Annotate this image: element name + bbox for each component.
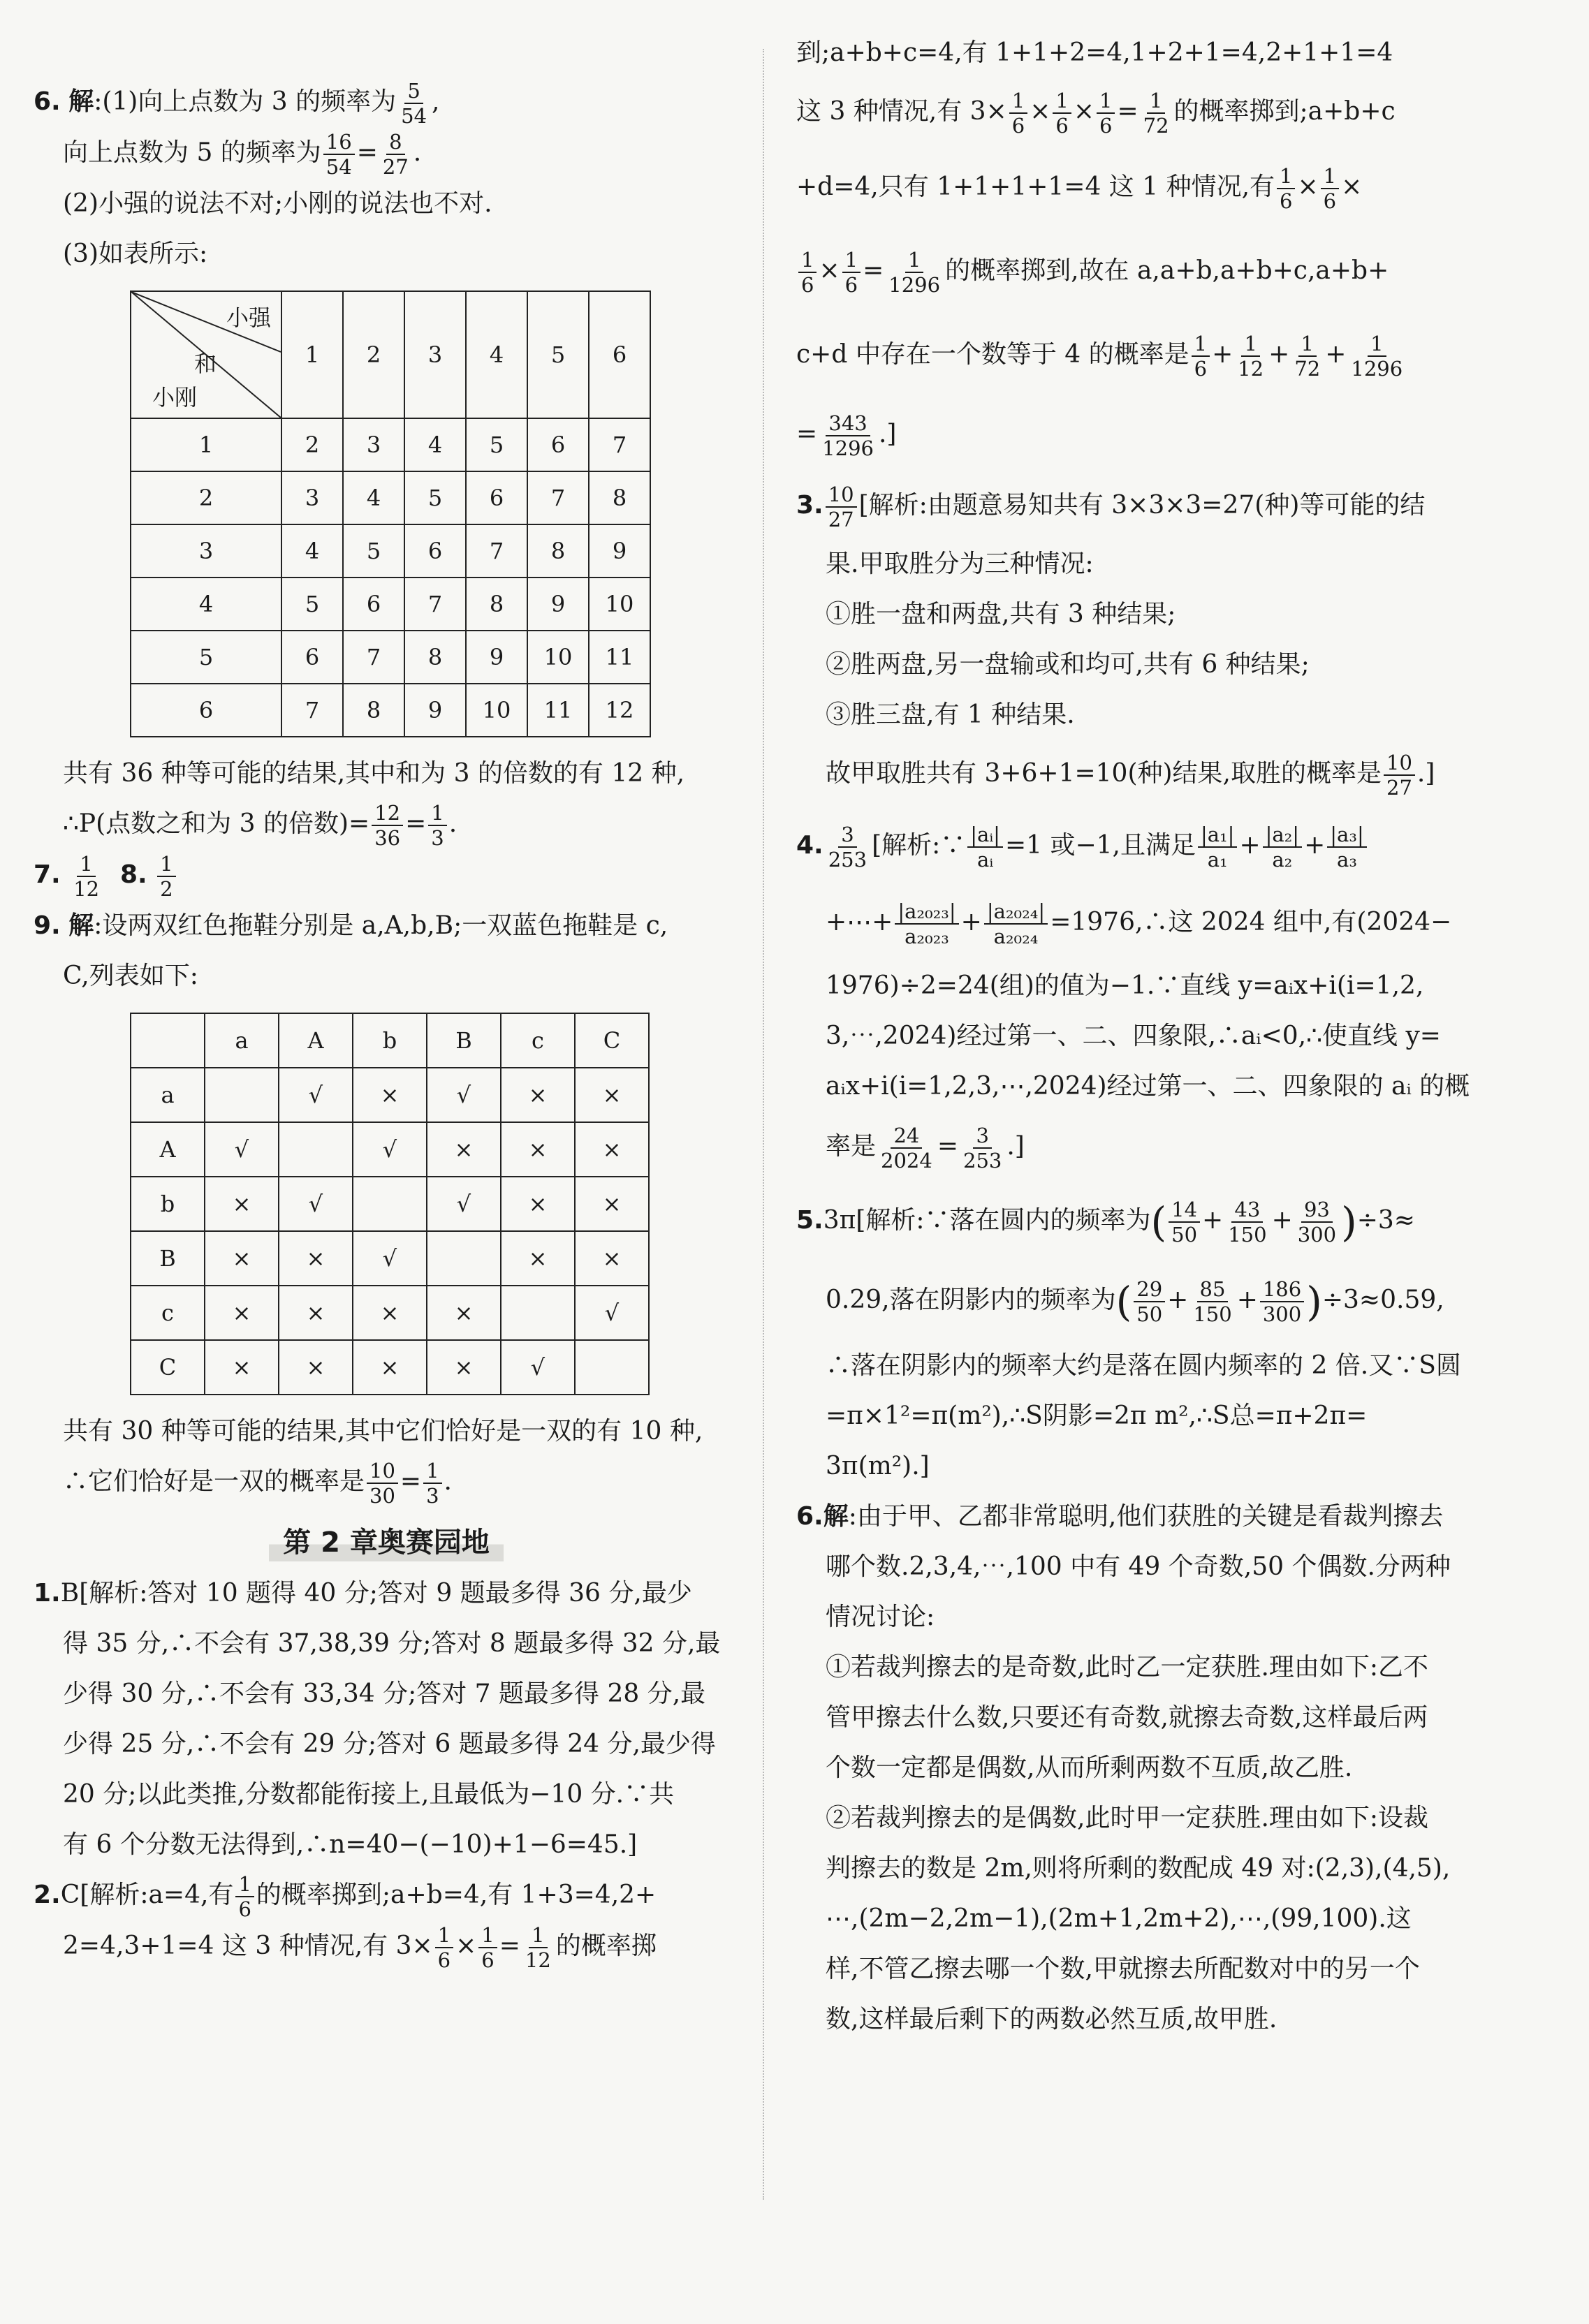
b3-line2: 果.甲取胜分为三种情况: bbox=[826, 550, 1094, 578]
fraction: $\frac{1}{3}$ bbox=[423, 1459, 441, 1508]
slipper-table-cell: × bbox=[501, 1068, 575, 1122]
a1-line2: 得 35 分,∴不会有 37,38,39 分;答对 8 题最多得 32 分,最 bbox=[63, 1629, 721, 1658]
sum-table-row bbox=[131, 631, 650, 684]
sum-table-cell: 8 bbox=[527, 524, 589, 578]
slipper-table-cell: A bbox=[131, 1122, 205, 1177]
fraction: $\frac{1}{72}$ bbox=[1294, 332, 1321, 381]
slipper-table-cell: × bbox=[427, 1340, 501, 1395]
slipper-table-header: C bbox=[575, 1013, 649, 1068]
fraction: $\frac{1}{1296}$ bbox=[1351, 332, 1403, 381]
fraction: $\frac{1}{6}$ bbox=[435, 1923, 453, 1972]
fraction: $\frac{1}{6}$ bbox=[1192, 332, 1210, 381]
sum-table-cell: 9 bbox=[589, 524, 650, 578]
q6-line3: (2)小强的说法不对;小刚的说法也不对. bbox=[63, 189, 492, 218]
sum-table-cell: 6 bbox=[281, 631, 343, 684]
sum-table-cell: 6 bbox=[527, 418, 589, 471]
b5-line4: =π×1²=π(m²),∴S阴影=2π m²,∴S总=π+2π= bbox=[826, 1402, 1368, 1430]
a1-line6: 有 6 个分数无法得到,∴n=40−(−10)+1−6=45.] bbox=[63, 1830, 638, 1859]
sum-table-cell: 5 bbox=[131, 631, 281, 684]
sum-table-cell: 3 bbox=[131, 524, 281, 578]
sum-table-cell: 7 bbox=[527, 471, 589, 524]
b3-line6: 故甲取胜共有 3+6+1=10(种)结果,取胜的概率是 $\frac{10}{27}$ .] bbox=[826, 751, 1435, 800]
b3-line5: ③胜三盘,有 1 种结果. bbox=[826, 700, 1075, 729]
a1-line1: 1.B[解析:答对 10 题得 40 分;答对 9 题最多得 36 分,最少 bbox=[34, 1579, 692, 1608]
fraction: $\frac{1}{6}$ bbox=[842, 248, 861, 297]
sum-table-cell: 5 bbox=[281, 578, 343, 631]
a1-line5: 20 分;以此类推,分数都能衔接上,且最低为−10 分.∵共 bbox=[63, 1780, 675, 1809]
a2-cont-line4: $\frac{1}{6}$ × $\frac{1}{6}$ = $\frac{1}{1296}$ 的概率掷到,故在 a,a+b,a+b+c,a+b+ bbox=[796, 229, 1495, 313]
slipper-table-cell: × bbox=[353, 1286, 427, 1340]
sum-table-cell: 5 bbox=[343, 524, 404, 578]
sum-table-row bbox=[131, 418, 650, 471]
column-divider bbox=[763, 49, 764, 2200]
slipper-table-header: b bbox=[353, 1013, 427, 1068]
slipper-table-cell: × bbox=[427, 1286, 501, 1340]
slipper-table-cell bbox=[279, 1122, 353, 1177]
sum-table-cell: 3 bbox=[281, 471, 343, 524]
slipper-table-cell: √ bbox=[427, 1068, 501, 1122]
fraction: $\frac{10}{27}$ bbox=[1384, 751, 1415, 800]
slipper-table-body bbox=[131, 1013, 649, 1395]
fraction: $\frac{14}{50}$ bbox=[1169, 1198, 1200, 1246]
sum-table-cell: 4 bbox=[404, 418, 466, 471]
b3-line1: 3. $\frac{10}{27}$ [解析:由题意易知共有 3×3×3=27(种)等可能的结 bbox=[796, 483, 1426, 531]
fraction: $\frac{343}{1296}$ bbox=[822, 411, 874, 460]
b6-line3: 情况讨论: bbox=[826, 1603, 935, 1631]
sum-table-row bbox=[131, 684, 650, 737]
slipper-table-cell: √ bbox=[427, 1177, 501, 1231]
slipper-table-header-row bbox=[131, 1013, 649, 1068]
slipper-table-cell: × bbox=[575, 1177, 649, 1231]
fraction: $\frac{43}{150}$ bbox=[1228, 1198, 1267, 1246]
sum-table-cell: 2 bbox=[281, 418, 343, 471]
slipper-table-cell: b bbox=[131, 1177, 205, 1231]
slipper-table-cell: × bbox=[205, 1340, 279, 1395]
slipper-table-cell: × bbox=[575, 1231, 649, 1286]
section-title: 第 2 章奥赛园地 bbox=[34, 1520, 739, 1560]
slipper-table-cell: √ bbox=[279, 1068, 353, 1122]
q6-line4: (3)如表所示: bbox=[63, 240, 208, 268]
b3-line4: ②胜两盘,另一盘输或和均可,共有 6 种结果; bbox=[826, 650, 1310, 679]
fraction: $\frac{1}{6}$ bbox=[1053, 89, 1071, 138]
sum-table-cell: 1 bbox=[131, 418, 281, 471]
b6-line8: 判擦去的数是 2m,则将所剩的数配成 49 对:(2,3),(4,5), bbox=[826, 1854, 1451, 1883]
fraction: $\frac{1}{6}$ bbox=[1009, 89, 1027, 138]
slipper-table-cell: √ bbox=[279, 1177, 353, 1231]
slipper-table bbox=[130, 1013, 650, 1395]
sum-table-body bbox=[131, 418, 650, 737]
b4-line6: 率是 $\frac{24}{2024}$ = $\frac{3}{253}$ .] bbox=[826, 1124, 1025, 1172]
b6-line6: 个数一定都是偶数,从而所剩两数不互质,故乙胜. bbox=[826, 1753, 1353, 1782]
q9-line2: C,列表如下: bbox=[63, 962, 198, 990]
sum-table-header: 4 bbox=[466, 291, 527, 418]
fraction: $\frac{1}{3}$ bbox=[428, 801, 446, 850]
fraction: $\frac{16}{54}$ bbox=[323, 130, 355, 179]
sum-table-header: 3 bbox=[404, 291, 466, 418]
sum-table-cell: 8 bbox=[343, 684, 404, 737]
a1-line3: 少得 30 分,∴不会有 33,34 分;答对 7 题最多得 28 分,最 bbox=[63, 1679, 706, 1708]
slipper-table-cell: × bbox=[279, 1286, 353, 1340]
sum-table-row bbox=[131, 578, 650, 631]
b6-line10: 样,不管乙擦去哪一个数,甲就擦去所配数对中的另一个 bbox=[826, 1955, 1420, 1983]
fraction: $\frac{1}{12}$ bbox=[73, 852, 100, 901]
sum-table-header: 5 bbox=[527, 291, 589, 418]
slipper-table-cell: × bbox=[575, 1068, 649, 1122]
sum-table-cell: 7 bbox=[343, 631, 404, 684]
b6-line11: 数,这样最后剩下的两数必然互质,故甲胜. bbox=[826, 2005, 1277, 2034]
fraction: $\frac{\text{|a₃|}}{\text{a₃}}$ bbox=[1327, 823, 1366, 872]
slipper-table-cell bbox=[501, 1286, 575, 1340]
sum-table bbox=[130, 290, 651, 737]
sum-table-cell: 5 bbox=[466, 418, 527, 471]
slipper-table-header: a bbox=[205, 1013, 279, 1068]
fraction: $\frac{1}{6}$ bbox=[478, 1923, 497, 1972]
q9-line1: 9. 解:设两双红色拖鞋分别是 a,A,b,B;一双蓝色拖鞋是 c, bbox=[34, 911, 668, 940]
sum-table-cell: 2 bbox=[131, 471, 281, 524]
q9-line4: ∴它们恰好是一双的概率是 $\frac{10}{30}$ = $\frac{1}{3}$ . bbox=[63, 1459, 452, 1508]
fraction: $\frac{1}{6}$ bbox=[1321, 164, 1339, 213]
b5-line1: 5.3π[解析:∵落在圆内的频率为( $\frac{14}{50}$ + $\frac{43}{150}$ + $\frac{93}{300}$ )÷3≈ bbox=[796, 1198, 1415, 1246]
left-column bbox=[34, 77, 739, 1972]
b4-line3: 1976)÷2=24(组)的值为−1.∵直线 y=aᵢx+i(i=1,2, bbox=[826, 971, 1424, 1000]
slipper-table-cell bbox=[205, 1068, 279, 1122]
fraction: $\frac{12}{36}$ bbox=[372, 801, 403, 850]
q6-line5: 共有 36 种等可能的结果,其中和为 3 的倍数的有 12 种, bbox=[63, 759, 685, 788]
slipper-table-cell: × bbox=[205, 1231, 279, 1286]
sum-table-cell: 8 bbox=[589, 471, 650, 524]
fraction: $\frac{186}{300}$ bbox=[1260, 1277, 1304, 1326]
a2-cont-line3: +d=4,只有 1+1+1+1=4 这 1 种情况,有 $\frac{1}{6}$ × $\frac{1}{6}$ × bbox=[796, 164, 1363, 213]
slipper-table-header: B bbox=[427, 1013, 501, 1068]
b6-line1: 6.解:由于甲、乙都非常聪明,他们获胜的关键是看裁判擦去 bbox=[796, 1502, 1444, 1531]
fraction: $\frac{3}{253}$ bbox=[828, 823, 867, 872]
sum-table-cell: 6 bbox=[131, 684, 281, 737]
a1-line4: 少得 25 分,∴不会有 29 分;答对 6 题最多得 24 分,最少得 bbox=[63, 1730, 716, 1758]
slipper-table-cell bbox=[575, 1340, 649, 1395]
b5-line3: ∴落在阴影内的频率大约是落在圆内频率的 2 倍.又∵S圆 bbox=[826, 1351, 1461, 1380]
right-column bbox=[796, 38, 1495, 2045]
q6-line1: 6. 解:(1)向上点数为 3 的频率为 $\frac{5}{54}$ , bbox=[34, 79, 440, 128]
slipper-table-cell: √ bbox=[501, 1340, 575, 1395]
sum-table-row bbox=[131, 471, 650, 524]
fraction: $\frac{1}{6}$ bbox=[798, 248, 817, 297]
slipper-table-cell: a bbox=[131, 1068, 205, 1122]
fraction: $\frac{93}{300}$ bbox=[1297, 1198, 1337, 1246]
q9-line3: 共有 30 种等可能的结果,其中它们恰好是一双的有 10 种, bbox=[63, 1417, 703, 1446]
sum-table-header: 1 bbox=[281, 291, 343, 418]
fraction: $\frac{10}{30}$ bbox=[367, 1459, 398, 1508]
sum-table-cell: 9 bbox=[527, 578, 589, 631]
fraction: $\frac{24}{2024}$ bbox=[881, 1124, 932, 1172]
sum-table-cell: 10 bbox=[466, 684, 527, 737]
slipper-table-cell bbox=[353, 1177, 427, 1231]
slipper-table-row bbox=[131, 1340, 649, 1395]
sum-table-cell: 5 bbox=[404, 471, 466, 524]
slipper-table-row bbox=[131, 1177, 649, 1231]
sum-table-cell: 9 bbox=[404, 684, 466, 737]
slipper-table-cell: C bbox=[131, 1340, 205, 1395]
fraction: $\frac{3}{253}$ bbox=[963, 1124, 1002, 1172]
slipper-table-row bbox=[131, 1068, 649, 1122]
sum-table-cell: 7 bbox=[404, 578, 466, 631]
slipper-table-cell: × bbox=[427, 1122, 501, 1177]
sum-table-cell: 11 bbox=[527, 684, 589, 737]
a2-line2: 2=4,3+1=4 这 3 种情况,有 3× $\frac{1}{6}$ × $\frac{1}{6}$ = $\frac{1}{12}$ 的概率掷 bbox=[63, 1923, 657, 1972]
sum-table-cell: 9 bbox=[466, 631, 527, 684]
sum-table-cell: 4 bbox=[343, 471, 404, 524]
b6-line4: ①若裁判擦去的是奇数,此时乙一定获胜.理由如下:乙不 bbox=[826, 1653, 1429, 1682]
fraction: $\frac{85}{150}$ bbox=[1193, 1277, 1232, 1326]
sum-table-row bbox=[131, 524, 650, 578]
fraction: $\frac{1}{6}$ bbox=[235, 1872, 254, 1921]
b6-line7: ②若裁判擦去的是偶数,此时甲一定获胜.理由如下:设裁 bbox=[826, 1804, 1429, 1832]
slipper-table-row bbox=[131, 1231, 649, 1286]
sum-table-cell: 3 bbox=[343, 418, 404, 471]
slipper-table-cell: × bbox=[205, 1286, 279, 1340]
sum-table-corner: 小强 和 小刚 bbox=[131, 291, 281, 418]
sum-table-cell: 7 bbox=[589, 418, 650, 471]
slipper-table-cell: × bbox=[575, 1122, 649, 1177]
fraction: $\frac{1}{72}$ bbox=[1143, 89, 1169, 138]
fraction: $\frac{1}{2}$ bbox=[157, 852, 175, 901]
b4-line1: 4. $\frac{3}{253}$ [解析:∵ $\frac{\text{|aᵢ|}}{\text{aᵢ}}$ =1 或−1,且满足 $\frac{\text{|a₁|}}{\text{a₁}}$ + $\frac{\text{|a₂|}}{\text{a₂}}$ + $\frac{\text{|a₃|}}{\text{a₃}}$ bbox=[796, 807, 1495, 884]
sum-table-header: 6 bbox=[589, 291, 650, 418]
fraction: $\frac{1}{6}$ bbox=[1097, 89, 1115, 138]
fraction: $\frac{1}{1296}$ bbox=[888, 248, 941, 297]
slipper-table-header: A bbox=[279, 1013, 353, 1068]
sum-table-header: 2 bbox=[343, 291, 404, 418]
fraction: $\frac{8}{27}$ bbox=[382, 130, 409, 179]
b3-line3: ①胜一盘和两盘,共有 3 种结果; bbox=[826, 600, 1176, 628]
fraction: $\frac{\text{|a₂|}}{\text{a₂}}$ bbox=[1263, 823, 1302, 872]
sum-table-cell: 6 bbox=[466, 471, 527, 524]
sum-table-cell: 10 bbox=[589, 578, 650, 631]
slipper-table-cell: B bbox=[131, 1231, 205, 1286]
slipper-table-cell bbox=[427, 1231, 501, 1286]
sum-table-cell: 6 bbox=[404, 524, 466, 578]
sum-table-cell: 6 bbox=[343, 578, 404, 631]
slipper-table-header: c bbox=[501, 1013, 575, 1068]
slipper-table-cell: √ bbox=[575, 1286, 649, 1340]
slipper-table-cell: × bbox=[279, 1340, 353, 1395]
sum-table-cell: 7 bbox=[281, 684, 343, 737]
slipper-table-cell: × bbox=[279, 1231, 353, 1286]
b4-line2: +⋯+ $\frac{\text{|a₂₀₂₃|}}{\text{a₂₀₂₃}}$ + $\frac{\text{|a₂₀₂₄|}}{\text{a₂₀₂₄}}$ =1976,∴这 2024 组中,有(2024− bbox=[826, 899, 1452, 948]
fraction: $\frac{1}{12}$ bbox=[525, 1923, 551, 1972]
slipper-table-cell: × bbox=[353, 1340, 427, 1395]
sum-table-cell: 7 bbox=[466, 524, 527, 578]
sum-table-cell: 4 bbox=[281, 524, 343, 578]
a2-cont-line5: c+d 中存在一个数等于 4 的概率是 $\frac{1}{6}$ + $\frac{1}{12}$ + $\frac{1}{72}$ + $\frac{1}{1296}$ bbox=[796, 313, 1495, 397]
sum-table-cell: 12 bbox=[589, 684, 650, 737]
q6-line6: ∴P(点数之和为 3 的倍数)= $\frac{12}{36}$ = $\frac{1}{3}$ . bbox=[63, 801, 457, 850]
b6-line2: 哪个数.2,3,4,⋯,100 中有 49 个奇数,50 个偶数.分两种 bbox=[826, 1552, 1451, 1581]
slipper-table-cell: c bbox=[131, 1286, 205, 1340]
fraction: $\frac{29}{50}$ bbox=[1134, 1277, 1165, 1326]
slipper-table-cell: √ bbox=[353, 1122, 427, 1177]
a2-line1: 2.C[解析:a=4,有 $\frac{1}{6}$ 的概率掷到;a+b=4,有 1+3=4,2+ bbox=[34, 1872, 657, 1921]
slipper-table-cell: × bbox=[353, 1068, 427, 1122]
b6-line9: ⋯,(2m−2,2m−1),(2m+1,2m+2),⋯,(99,100).这 bbox=[826, 1904, 1412, 1933]
b4-line5: aᵢx+i(i=1,2,3,⋯,2024)经过第一、二、四象限的 aᵢ 的概 bbox=[826, 1072, 1470, 1101]
fraction: $\frac{5}{54}$ bbox=[401, 79, 427, 128]
q7-q8-answers: 7. $\frac{1}{12}$ 8. $\frac{1}{2}$ bbox=[34, 850, 739, 901]
a2-cont-line6: = $\frac{343}{1296}$ .] bbox=[796, 411, 897, 460]
sum-table-cell: 4 bbox=[131, 578, 281, 631]
fraction: $\frac{\text{|aᵢ|}}{\text{aᵢ}}$ bbox=[967, 823, 1003, 872]
fraction: $\frac{\text{|a₂₀₂₄|}}{\text{a₂₀₂₄}}$ bbox=[984, 899, 1048, 948]
slipper-table-row bbox=[131, 1286, 649, 1340]
slipper-table-header bbox=[131, 1013, 205, 1068]
a2-cont-line2: 这 3 种情况,有 3× $\frac{1}{6}$ × $\frac{1}{6}$ × $\frac{1}{6}$ = $\frac{1}{72}$ 的概率掷到;a+b+c bbox=[796, 89, 1396, 138]
sum-table-cell: 8 bbox=[466, 578, 527, 631]
slipper-table-cell: √ bbox=[205, 1122, 279, 1177]
slipper-table-cell: × bbox=[501, 1177, 575, 1231]
b5-line2: 0.29,落在阴影内的频率为( $\frac{29}{50}$ + $\frac{85}{150}$ + $\frac{186}{300}$ )÷3≈0.59, bbox=[826, 1277, 1444, 1326]
fraction: $\frac{\text{|a₁|}}{\text{a₁}}$ bbox=[1198, 823, 1237, 872]
slipper-table-cell: × bbox=[501, 1231, 575, 1286]
slipper-table-cell: × bbox=[501, 1122, 575, 1177]
sum-table-cell: 10 bbox=[527, 631, 589, 684]
slipper-table-cell: × bbox=[205, 1177, 279, 1231]
b4-line4: 3,⋯,2024)经过第一、二、四象限,∴aᵢ<0,∴使直线 y= bbox=[826, 1022, 1441, 1050]
b6-line5: 管甲擦去什么数,只要还有奇数,就擦去奇数,这样最后两 bbox=[826, 1703, 1428, 1732]
sum-table-cell: 11 bbox=[589, 631, 650, 684]
a2-cont-line1: 到;a+b+c=4,有 1+1+2=4,1+2+1=4,2+1+1=4 bbox=[796, 38, 1393, 67]
slipper-table-row bbox=[131, 1122, 649, 1177]
fraction: $\frac{10}{27}$ bbox=[826, 483, 857, 531]
fraction: $\frac{1}{6}$ bbox=[1277, 164, 1295, 213]
fraction: $\frac{\text{|a₂₀₂₃|}}{\text{a₂₀₂₃}}$ bbox=[895, 899, 958, 948]
slipper-table-cell: √ bbox=[353, 1231, 427, 1286]
fraction: $\frac{1}{12}$ bbox=[1238, 332, 1264, 381]
sum-table-cell: 8 bbox=[404, 631, 466, 684]
q6-line2: 向上点数为 5 的频率为 $\frac{16}{54}$ = $\frac{8}{27}$ . bbox=[63, 130, 422, 179]
b5-line5: 3π(m²).] bbox=[826, 1452, 930, 1480]
